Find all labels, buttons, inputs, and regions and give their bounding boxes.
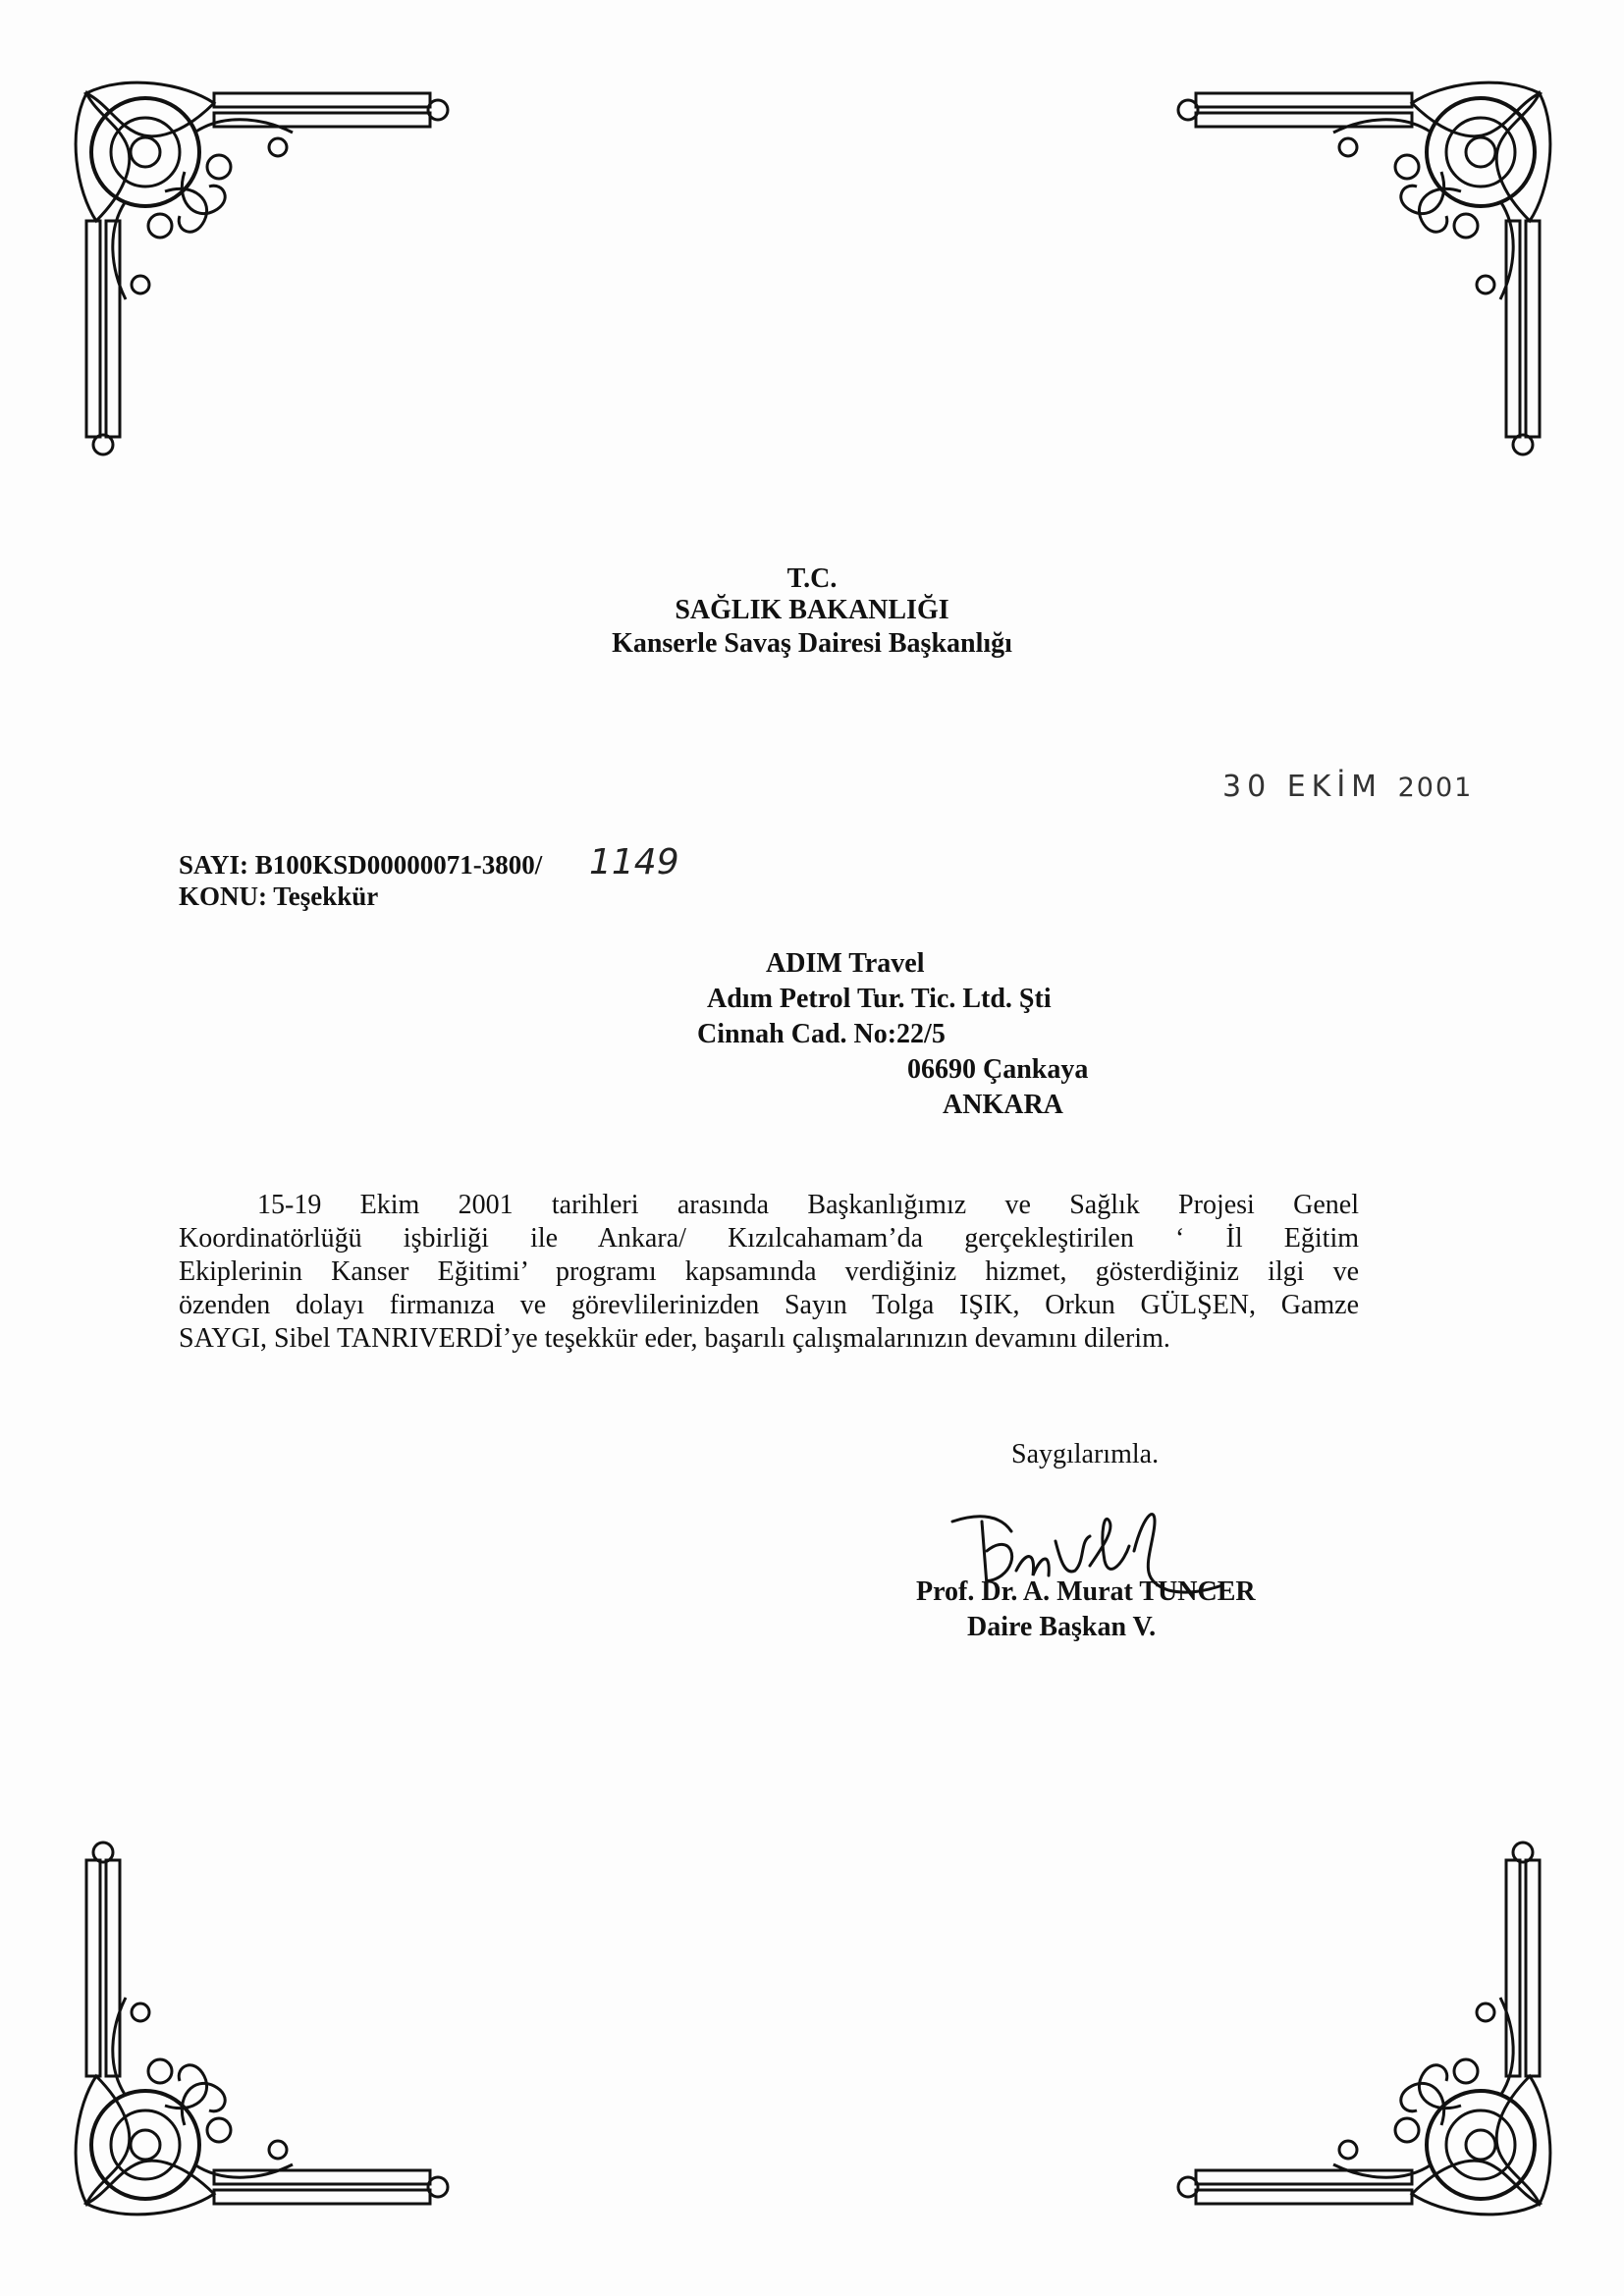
header-tc: T.C. <box>786 563 838 594</box>
recipient-line: Adım Petrol Tur. Tic. Ltd. Şti <box>707 984 1052 1014</box>
body-line: özenden dolayı firmanıza ve görevlilerinizden Sayın Tolga IŞIK, Orkun GÜLŞEN, Gamze <box>179 1290 1359 1320</box>
reference-handwritten-number: 1149 <box>589 842 679 882</box>
corner-ornament-bottom-right <box>1176 1841 1559 2223</box>
body-line: Koordinatörlüğü işbirliği ile Ankara/ Kızılcahamam’da gerçekleştirilen ‘ İl Eğitim <box>179 1223 1359 1254</box>
header-department: Kanserle Savaş Dairesi Başkanlığı <box>612 628 1012 659</box>
corner-ornament-top-right <box>1176 74 1559 456</box>
date-stamp-year: 2001 <box>1397 773 1474 803</box>
recipient-line: 06690 Çankaya <box>907 1054 1089 1085</box>
recipient-line: ADIM Travel <box>766 948 925 979</box>
reference-subject: KONU: Teşekkür <box>179 881 379 911</box>
date-stamp <box>1222 770 1473 804</box>
corner-ornament-bottom-left <box>67 1841 450 2223</box>
body-line: 15-19 Ekim 2001 tarihleri arasında Başkanlığımız ve Sağlık Projesi Genel <box>257 1190 1359 1220</box>
date-stamp-day-month: 30 EKİM <box>1222 770 1383 804</box>
body-line: Ekiplerinin Kanser Eğitimi’ programı kapsamında verdiğiniz hizmet, gösterdiğiniz ilgi ve <box>179 1256 1359 1287</box>
closing-salutation: Saygılarımla. <box>1011 1439 1160 1469</box>
corner-ornament-top-left <box>67 74 450 456</box>
header-ministry: SAĞLIK BAKANLIĞI <box>675 595 949 625</box>
body-line: SAYGI, Sibel TANRIVERDİ’ye teşekkür eder, başarılı çalışmalarınızın devamını dilerim. <box>179 1323 1170 1354</box>
reference-number: SAYI: B100KSD00000071-3800/ <box>179 850 543 880</box>
recipient-line: Cinnah Cad. No:22/5 <box>697 1019 946 1049</box>
signer-title: Daire Başkan V. <box>967 1612 1157 1642</box>
recipient-line: ANKARA <box>943 1090 1063 1120</box>
signer-name: Prof. Dr. A. Murat TUNCER <box>916 1576 1256 1607</box>
